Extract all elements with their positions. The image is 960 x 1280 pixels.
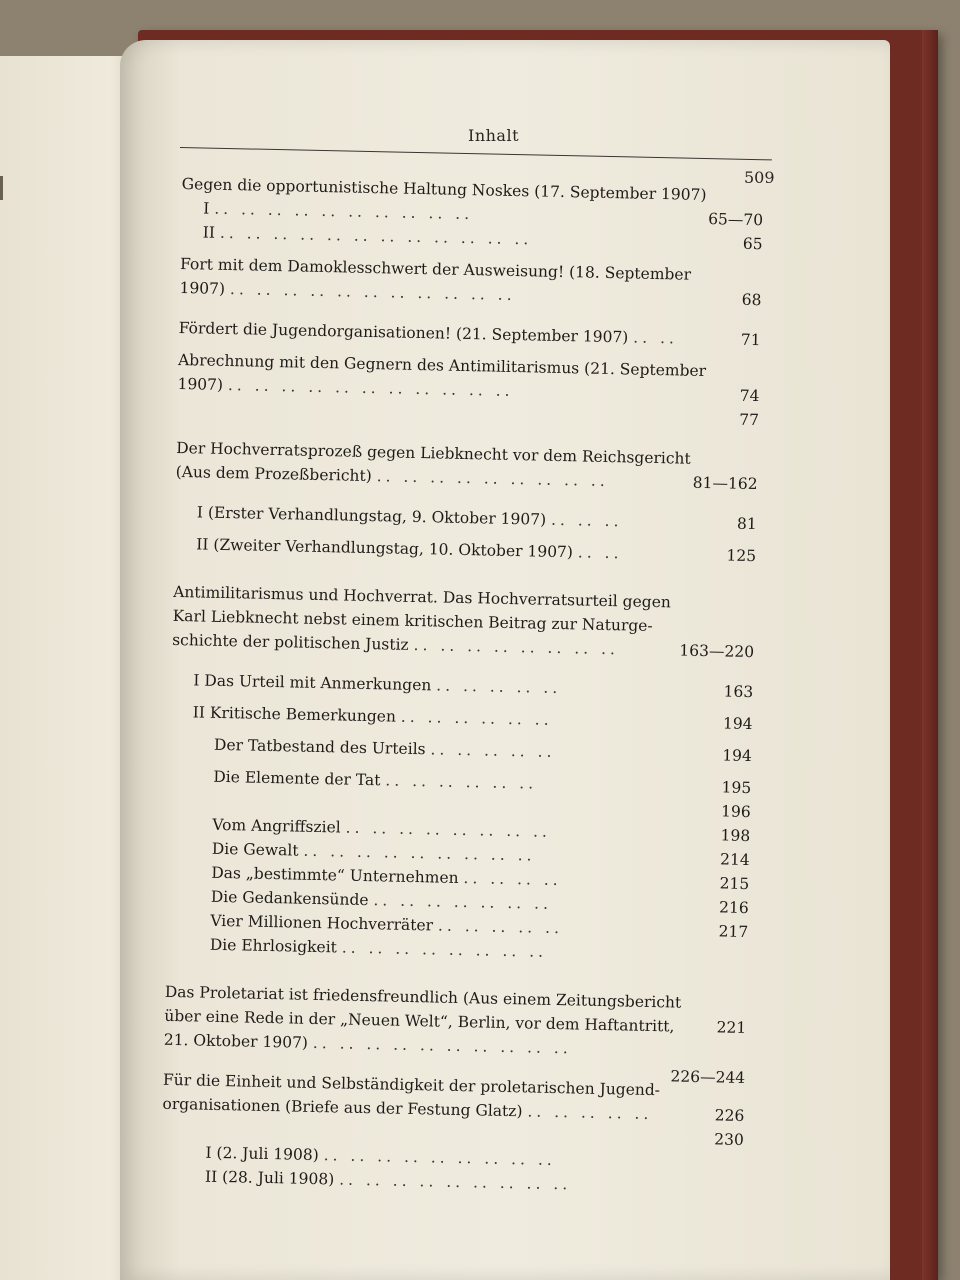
- toc-entry: (Aus dem Prozeßbericht) .. .. .. .. .. .. .. .. .. 81—162: [175, 460, 765, 496]
- page-ref: 125: [726, 546, 757, 566]
- page-ref: 226: [714, 1106, 745, 1125]
- cover-edge: [922, 30, 938, 1280]
- page-ref: 221: [716, 1018, 747, 1038]
- page-ref: 71: [740, 330, 761, 350]
- page-ref: 196: [720, 802, 751, 822]
- page-ref: 216: [718, 898, 749, 918]
- page-ref: 81—162: [692, 473, 758, 494]
- page-ref: 217: [718, 922, 749, 942]
- toc-entry: 21. Oktober 1907) .. .. .. .. .. .. .. .. .. ..: [163, 1030, 572, 1058]
- page-ref: 65: [742, 234, 763, 254]
- toc-entry: über eine Rede in der „Neuen Welt“, Berlin, vor dem Haftantritt, 221: [164, 1004, 754, 1040]
- toc-entry: Abrechnung mit den Gegnern des Antimilitarismus (21. September: [177, 350, 707, 381]
- toc-entry: Vier Millionen Hochverräter .. .. .. .. .. 217: [166, 908, 756, 944]
- toc-entry: I (Erster Verhandlungstag, 9. Oktober 1907) .. .. .. 81: [175, 500, 765, 536]
- toc-entry: Gegen die opportunistische Haltung Noskes (17. September 1907): [181, 174, 707, 204]
- page-ref: 194: [722, 746, 753, 766]
- toc-entry: Fördert die Jugendorganisationen! (21. September 1907) .. .. 71: [178, 316, 768, 352]
- toc-entry: organisationen (Briefe aus der Festung Glatz) .. .. .. .. .. 226: [162, 1092, 752, 1128]
- page-number: 509: [744, 168, 775, 187]
- toc-entry: Das Proletariat ist friedensfreundlich (Aus einem Zeitungsbericht: [164, 982, 682, 1012]
- toc-entry: Der Tatbestand des Urteils .. .. .. .. .. 194: [170, 732, 760, 768]
- page-ref: 215: [719, 874, 750, 894]
- toc-entry: Vom Angriffsziel .. .. .. .. .. .. .. .. 198: [168, 812, 758, 848]
- toc-entry: I Das Urteil mit Anmerkungen .. .. .. .. .. 163: [171, 668, 761, 704]
- toc-entry: II (Zweiter Verhandlungstag, 10. Oktober 1907) .. .. 125: [174, 532, 764, 568]
- facing-page: [0, 56, 138, 1280]
- toc-entry: 1907) .. .. .. .. .. .. .. .. .. .. .. 68: [179, 276, 769, 312]
- toc-entry: I (2. Juli 1908) .. .. .. .. .. .. .. .. ..: [205, 1143, 556, 1170]
- page-ref: 81: [736, 514, 757, 534]
- toc-entry: Die Ehrlosigkeit .. .. .. .. .. .. .. ..: [209, 935, 548, 961]
- toc-entry: schichte der politischen Justiz .. .. .. .. .. .. .. .. 163—220: [172, 628, 762, 664]
- toc-entry: II Kritische Bemerkungen .. .. .. .. .. .. 194: [170, 700, 760, 736]
- page-ref: 163: [723, 682, 754, 702]
- page-ref: 74: [739, 386, 760, 406]
- page-ref: 194: [722, 714, 753, 734]
- page-ref: 214: [719, 850, 750, 870]
- toc-entry: I .. .. .. .. .. .. .. .. .. .. 65—70: [181, 196, 771, 232]
- toc-entry: Antimilitarismus und Hochverrat. Das Hochverratsurteil gegen: [173, 582, 672, 612]
- page-ref: 198: [720, 826, 751, 846]
- table-of-contents: [161, 172, 772, 1200]
- toc-entry: II (28. Juli 1908) .. .. .. .. .. .. .. .. ..: [204, 1167, 572, 1194]
- toc-entry: Der Hochverratsprozeß gegen Liebknecht vor dem Reichsgericht: [176, 438, 691, 468]
- page-ref: 230: [714, 1130, 745, 1149]
- toc-entry: II .. .. .. .. .. .. .. .. .. .. .. .. 65: [180, 220, 770, 256]
- page-ref: 77: [739, 410, 760, 430]
- toc-entry: Für die Einheit und Selbständigkeit der proletarischen Jugend- 226—244: [163, 1068, 753, 1104]
- page-ref: 65—70: [707, 210, 764, 230]
- toc-entry: Fort mit dem Damoklesschwert der Ausweisung! (18. September: [179, 254, 692, 284]
- page-ref: 226—244: [670, 1067, 746, 1087]
- toc-entry: Die Gewalt .. .. .. .. .. .. .. .. .. 214: [168, 836, 758, 872]
- page-ref: 68: [741, 290, 762, 310]
- toc-entry: Die Elemente der Tat .. .. .. .. .. .. 195: [169, 764, 759, 800]
- page-ref: 163—220: [679, 641, 755, 662]
- toc-entry: Das „bestimmte“ Unternehmen .. .. .. .. 215: [167, 860, 757, 896]
- toc-entry: Karl Liebknecht nebst einem kritischen Beitrag zur Naturge-: [172, 606, 653, 635]
- toc-entry: Die Gedankensünde .. .. .. .. .. .. .. 216: [167, 884, 757, 920]
- page-ref: 195: [721, 778, 752, 798]
- toc-entry: 1907) .. .. .. .. .. .. .. .. .. .. .. 74: [177, 372, 767, 408]
- running-header: Inhalt: [468, 126, 520, 145]
